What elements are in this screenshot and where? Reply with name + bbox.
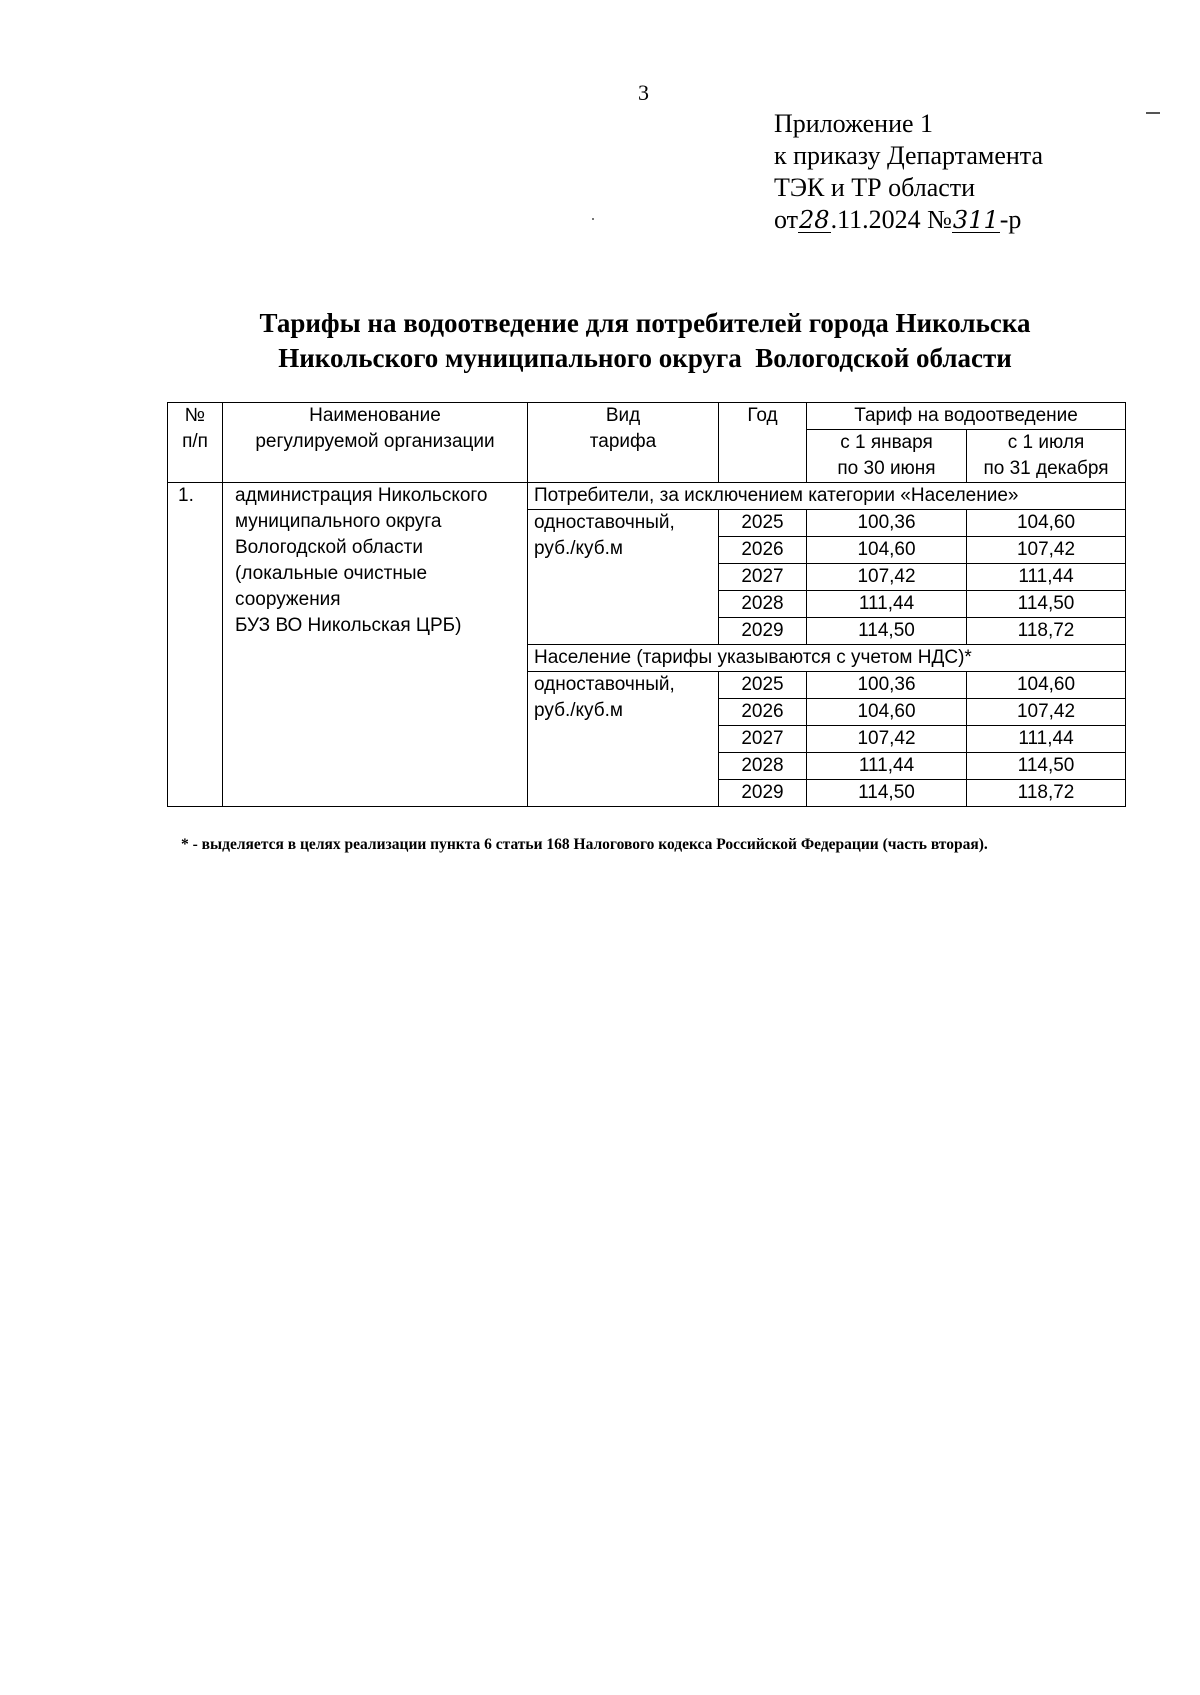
tariff-h1-cell: 104,60	[807, 537, 967, 564]
header-tariff-type: Вид тарифа	[528, 403, 719, 483]
year-cell: 2028	[719, 753, 807, 780]
tariff-type: одноставочный, руб./куб.м	[528, 672, 719, 807]
tariff-h2-cell: 111,44	[967, 726, 1126, 753]
group-label: Население (тарифы указываются с учетом НДС)*	[528, 645, 1126, 672]
tariff-type: одноставочный, руб./куб.м	[528, 510, 719, 645]
year-cell: 2025	[719, 672, 807, 699]
date-rest: .11.2024 №	[830, 205, 952, 234]
tariff-h2-cell: 111,44	[967, 564, 1126, 591]
year-cell: 2026	[719, 537, 807, 564]
header-period-1: с 1 января по 30 июня	[807, 430, 967, 483]
tariff-h1-cell: 107,42	[807, 726, 967, 753]
appendix-block	[774, 108, 1043, 236]
tariff-h1-cell: 104,60	[807, 699, 967, 726]
header-row	[168, 403, 1126, 430]
scan-mark	[1146, 112, 1160, 114]
year-cell: 2028	[719, 591, 807, 618]
header-year: Год	[719, 403, 807, 483]
year-cell: 2029	[719, 618, 807, 645]
header-organization: Наименование регулируемой организации	[223, 403, 528, 483]
title-line-1: Тарифы на водоотведение для потребителей города Никольска	[259, 308, 1031, 338]
year-cell: 2029	[719, 780, 807, 807]
date-prefix: от	[774, 205, 799, 234]
group-label-row	[168, 483, 1126, 510]
header-tariff: Тариф на водоотведение	[807, 403, 1126, 430]
tariff-h1-cell: 114,50	[807, 618, 967, 645]
tariff-h2-cell: 114,50	[967, 753, 1126, 780]
tariff-h1-cell: 100,36	[807, 672, 967, 699]
footnote: * - выделяется в целях реализации пункта 6 статьи 168 Налогового кодекса Российской Федерации (часть вторая).	[181, 836, 988, 853]
header-period-2: с 1 июля по 31 декабря	[967, 430, 1126, 483]
organization-name: администрация Никольского муниципального округа Вологодской области (локальные очистные сооружения БУЗ ВО Никольская ЦРБ)	[223, 483, 528, 807]
tariff-h2-cell: 118,72	[967, 618, 1126, 645]
year-cell: 2027	[719, 726, 807, 753]
scan-dot	[592, 218, 594, 220]
tariff-h2-cell: 118,72	[967, 780, 1126, 807]
appendix-date-line	[774, 204, 1043, 236]
group-label: Потребители, за исключением категории «Население»	[528, 483, 1126, 510]
handwritten-day: 28	[799, 206, 830, 234]
row-number: 1.	[168, 483, 223, 807]
handwritten-order-number: 311	[952, 206, 999, 234]
tariff-h2-cell: 104,60	[967, 672, 1126, 699]
tariff-h1-cell: 111,44	[807, 753, 967, 780]
year-cell: 2027	[719, 564, 807, 591]
year-cell: 2025	[719, 510, 807, 537]
title-line-2: Никольского муниципального округа Вологодской области	[278, 343, 1012, 373]
year-cell: 2026	[719, 699, 807, 726]
tariff-h2-cell: 107,42	[967, 537, 1126, 564]
tariff-h1-cell: 114,50	[807, 780, 967, 807]
appendix-line-1: Приложение 1	[774, 109, 934, 138]
tariff-h1-cell: 111,44	[807, 591, 967, 618]
document-title	[0, 306, 1200, 376]
order-suffix: -р	[999, 205, 1022, 234]
appendix-line-2: к приказу Департамента	[774, 141, 1044, 170]
page-number: 3	[638, 80, 649, 105]
tariff-h2-cell: 107,42	[967, 699, 1126, 726]
appendix-line-3: ТЭК и ТР области	[774, 173, 976, 202]
header-number: № п/п	[168, 403, 223, 483]
tariff-h1-cell: 107,42	[807, 564, 967, 591]
tariff-h2-cell: 114,50	[967, 591, 1126, 618]
tariff-table	[167, 402, 1126, 807]
tariff-h1-cell: 100,36	[807, 510, 967, 537]
tariff-h2-cell: 104,60	[967, 510, 1126, 537]
